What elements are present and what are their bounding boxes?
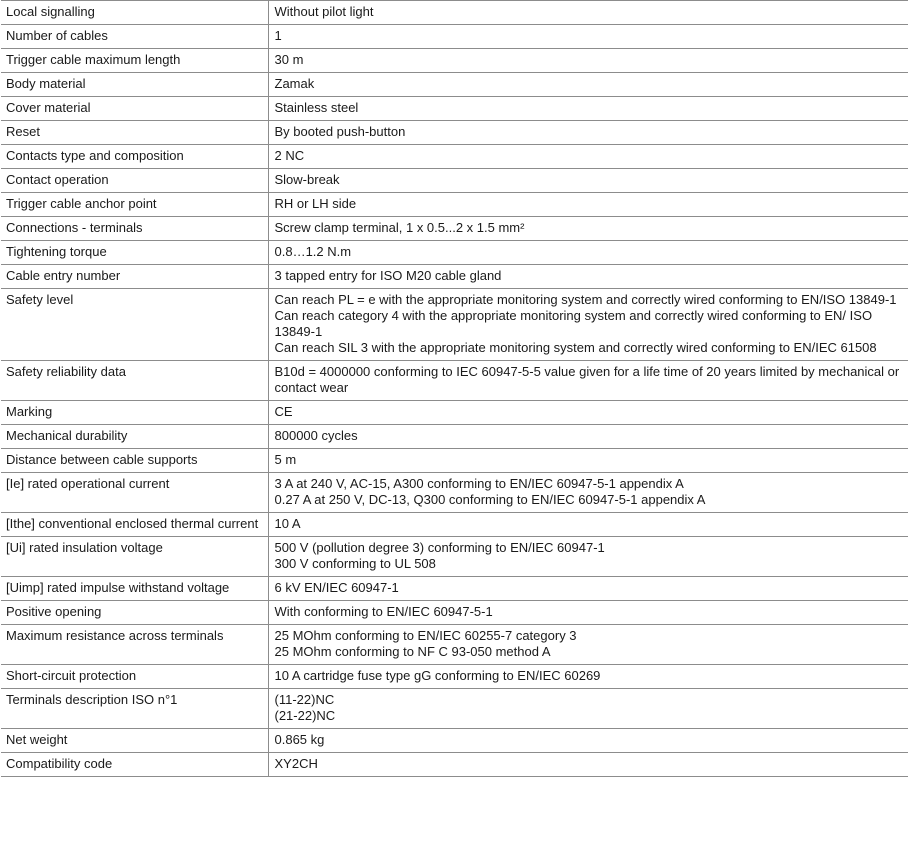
table-row: [1, 361, 908, 401]
spec-value: [268, 289, 908, 361]
spec-value: [268, 513, 908, 537]
spec-value-line: B10d = 4000000 conforming to IEC 60947-5-5 value given for a life time of 20 years limited by mechanical or contact wear: [274, 364, 900, 395]
table-row: [1, 473, 908, 513]
spec-label: Body material: [1, 73, 268, 97]
table-row: [1, 145, 908, 169]
spec-value-line: 10 A: [274, 516, 301, 531]
table-row: [1, 601, 908, 625]
spec-label: Connections - terminals: [1, 217, 268, 241]
spec-label: Safety level: [1, 289, 268, 361]
spec-value: [268, 217, 908, 241]
table-row: [1, 513, 908, 537]
table-row: [1, 729, 908, 753]
table-row: [1, 97, 908, 121]
spec-value-line: 10 A cartridge fuse type gG conforming to EN/IEC 60269: [274, 668, 601, 683]
spec-label: Distance between cable supports: [1, 449, 268, 473]
spec-value-line: 25 MOhm conforming to EN/IEC 60255-7 category 3: [274, 628, 577, 643]
spec-value: [268, 361, 908, 401]
spec-value-line: 0.8…1.2 N.m: [274, 244, 352, 259]
spec-label: Short-circuit protection: [1, 665, 268, 689]
spec-value-line: Can reach SIL 3 with the appropriate monitoring system and correctly wired conforming to EN/IEC 61508: [274, 340, 877, 355]
spec-label: Compatibility code: [1, 753, 268, 777]
spec-table: [1, 0, 908, 777]
spec-value-line: XY2CH: [274, 756, 318, 771]
table-row: [1, 169, 908, 193]
spec-value: [268, 265, 908, 289]
table-row: [1, 193, 908, 217]
spec-label: Terminals description ISO n°1: [1, 689, 268, 729]
table-row: [1, 425, 908, 449]
spec-value: [268, 25, 908, 49]
spec-value-line: Can reach PL = e with the appropriate monitoring system and correctly wired conforming to EN/ISO 13849-1: [274, 292, 897, 307]
spec-value: [268, 473, 908, 513]
spec-value: [268, 97, 908, 121]
spec-label: Net weight: [1, 729, 268, 753]
spec-value: [268, 241, 908, 265]
spec-value-line: (21-22)NC: [274, 708, 336, 723]
spec-label: [Ui] rated insulation voltage: [1, 537, 268, 577]
spec-value: [268, 665, 908, 689]
spec-label: [Ie] rated operational current: [1, 473, 268, 513]
table-row: [1, 537, 908, 577]
spec-value: [268, 729, 908, 753]
spec-value: [268, 73, 908, 97]
spec-value-line: Stainless steel: [274, 100, 359, 115]
spec-label: Positive opening: [1, 601, 268, 625]
spec-label: Local signalling: [1, 1, 268, 25]
table-row: [1, 689, 908, 729]
spec-value-line: 500 V (pollution degree 3) conforming to EN/IEC 60947-1: [274, 540, 605, 555]
table-row: [1, 401, 908, 425]
table-row: [1, 241, 908, 265]
table-row: [1, 25, 908, 49]
spec-value-line: 2 NC: [274, 148, 305, 163]
spec-value-line: 300 V conforming to UL 508: [274, 556, 436, 571]
spec-value: [268, 625, 908, 665]
spec-value: [268, 449, 908, 473]
spec-value-line: 1: [274, 28, 282, 43]
spec-label: Maximum resistance across terminals: [1, 625, 268, 665]
spec-label: [Uimp] rated impulse withstand voltage: [1, 577, 268, 601]
spec-label: Cover material: [1, 97, 268, 121]
table-row: [1, 577, 908, 601]
spec-value: [268, 401, 908, 425]
spec-label: Cable entry number: [1, 265, 268, 289]
spec-label: Tightening torque: [1, 241, 268, 265]
table-row: [1, 665, 908, 689]
spec-label: Mechanical durability: [1, 425, 268, 449]
table-row: [1, 121, 908, 145]
spec-value: [268, 689, 908, 729]
table-row: [1, 217, 908, 241]
table-row: [1, 625, 908, 665]
spec-value-line: 0.865 kg: [274, 732, 325, 747]
spec-value-line: CE: [274, 404, 293, 419]
spec-value-line: Screw clamp terminal, 1 x 0.5...2 x 1.5 mm²: [274, 220, 525, 235]
table-row: [1, 753, 908, 777]
table-row: [1, 1, 908, 25]
spec-value-line: Slow-break: [274, 172, 340, 187]
spec-value: [268, 1, 908, 25]
spec-value: [268, 169, 908, 193]
spec-value: [268, 145, 908, 169]
spec-value-line: 800000 cycles: [274, 428, 358, 443]
spec-value-line: 0.27 A at 250 V, DC-13, Q300 conforming to EN/IEC 60947-5-1 appendix A: [274, 492, 706, 507]
spec-value: [268, 537, 908, 577]
spec-table-body: [1, 1, 908, 777]
spec-value: [268, 193, 908, 217]
spec-value-line: 30 m: [274, 52, 304, 67]
spec-value-line: With conforming to EN/IEC 60947-5-1: [274, 604, 493, 619]
spec-value-line: 3 A at 240 V, AC-15, A300 conforming to EN/IEC 60947-5-1 appendix A: [274, 476, 684, 491]
spec-label: Contact operation: [1, 169, 268, 193]
spec-value: [268, 49, 908, 73]
spec-value-line: Can reach category 4 with the appropriate monitoring system and correctly wired conforming to EN/ ISO 13849-1: [274, 308, 873, 339]
table-row: [1, 73, 908, 97]
spec-value: [268, 577, 908, 601]
spec-label: Trigger cable maximum length: [1, 49, 268, 73]
spec-value: [268, 425, 908, 449]
spec-value-line: RH or LH side: [274, 196, 357, 211]
spec-value: [268, 601, 908, 625]
spec-label: Contacts type and composition: [1, 145, 268, 169]
table-row: [1, 265, 908, 289]
spec-label: Safety reliability data: [1, 361, 268, 401]
spec-value-line: Zamak: [274, 76, 315, 91]
spec-value-line: 5 m: [274, 452, 297, 467]
spec-value-line: 25 MOhm conforming to NF C 93-050 method A: [274, 644, 551, 659]
spec-label: Marking: [1, 401, 268, 425]
spec-value-line: By booted push-button: [274, 124, 406, 139]
spec-label: Trigger cable anchor point: [1, 193, 268, 217]
spec-label: Reset: [1, 121, 268, 145]
spec-value-line: 3 tapped entry for ISO M20 cable gland: [274, 268, 502, 283]
table-row: [1, 289, 908, 361]
spec-value-line: Without pilot light: [274, 4, 374, 19]
spec-label: Number of cables: [1, 25, 268, 49]
table-row: [1, 49, 908, 73]
spec-value-line: 6 kV EN/IEC 60947-1: [274, 580, 399, 595]
spec-value-line: (11-22)NC: [274, 692, 335, 707]
spec-value: [268, 121, 908, 145]
spec-label: [Ithe] conventional enclosed thermal current: [1, 513, 268, 537]
table-row: [1, 449, 908, 473]
spec-value: [268, 753, 908, 777]
